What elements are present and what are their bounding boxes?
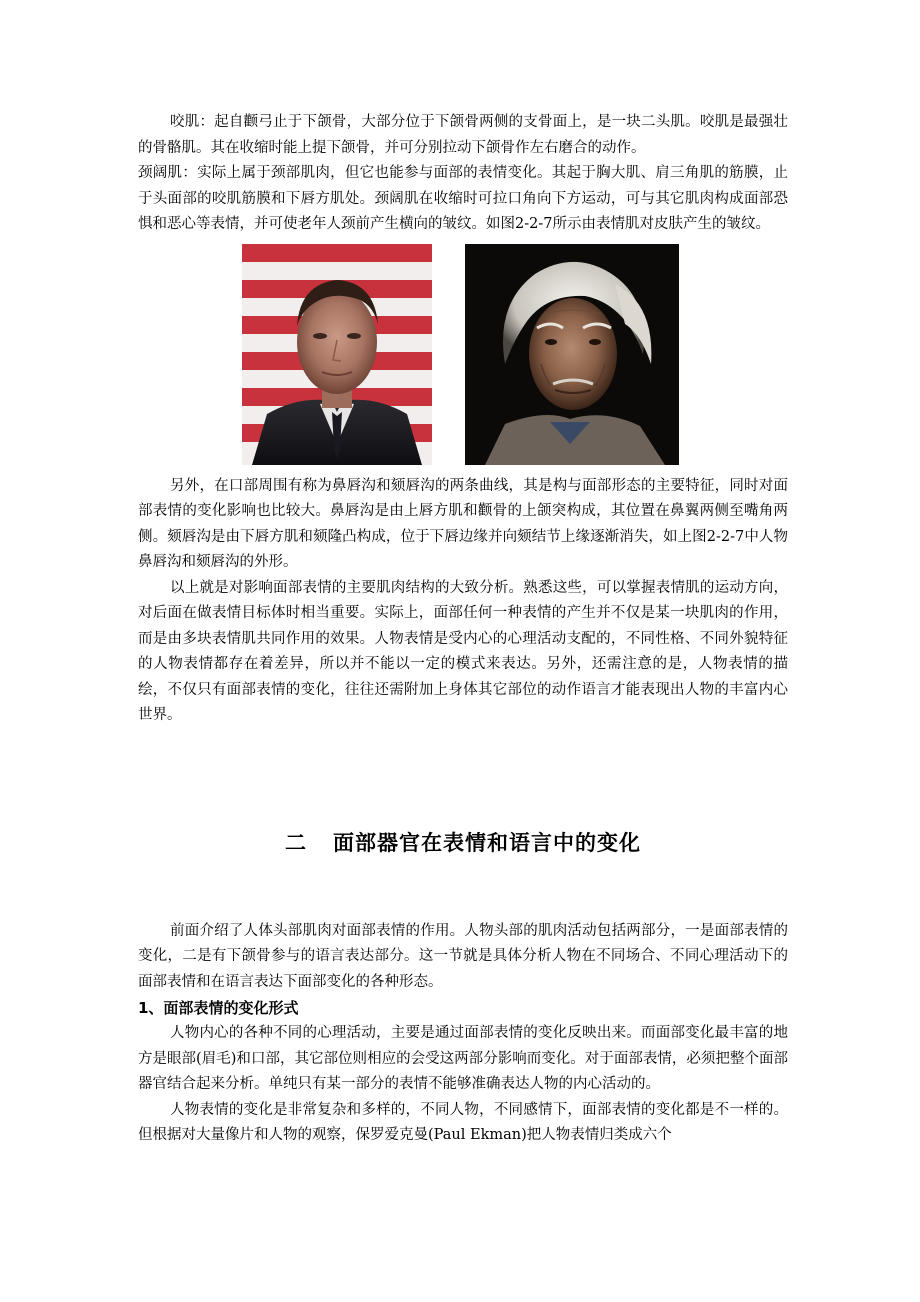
paragraph-ekman: 人物表情的变化是非常复杂和多样的，不同人物，不同感情下，面部表情的变化都是不一样的。但根据对大量像片和人物的观察，保罗爱克曼(Paul Ekman)把人物表情归类成六个 — [138, 1101, 788, 1143]
section-number: 二 — [285, 830, 307, 855]
photo-man-flag-background — [242, 244, 432, 465]
section-title — [138, 827, 788, 857]
paragraph-platysma: 颈阔肌：实际上属于颈部肌肉，但它也能参与面部的表情变化。其起于胸大肌、肩三角肌的筋膜，止于头面部的咬肌筋膜和下唇方肌处。颈阔肌在收缩时可拉口角向下方运动，可与其它肌肉构成面部恐惧和恶心等表情，并可使老年人颈前产生横向的皱纹。如图2-2-7所示由表情肌对皮肤产生的皱纹。 — [138, 165, 788, 232]
section-title-text: 面部器官在表情和语言中的变化 — [333, 830, 641, 855]
paragraph-inner-psychology: 人物内心的各种不同的心理活动，主要是通过面部表情的变化反映出来。而面部变化最丰富的地方是眼部(眉毛)和口部，其它部位则相应的会受这两部分影响而变化。对于面部表情，必须把整个面部器官结合起来分析。单纯只有某一部分的表情不能够准确表达人物的内心活动的。 — [138, 1025, 788, 1092]
photo-elderly-woman-dark-background — [465, 244, 679, 465]
paragraph-summary: 以上就是对影响面部表情的主要肌肉结构的大致分析。熟悉这些，可以掌握表情肌的运动方向，对后面在做表情目标体时相当重要。实际上，面部任何一种表情的产生并不仅是某一块肌肉的作用，而是由多块表情肌共同作用的效果。人物表情是受内心的心理活动支配的，不同性格、不同外貌特征的人物表情都存在着差异，所以并不能以一定的模式来表达。另外，还需注意的是，人物表情的描绘，不仅只有面部表情的变化，往往还需附加上身体其它部位的动作语言才能表现出人物的丰富内心世界。 — [138, 579, 788, 723]
figure-2-2-7 — [138, 244, 788, 466]
document-page — [138, 110, 788, 1149]
paragraph-masseter: 咬肌：起自颧弓止于下颌骨，大部分位于下颌骨两侧的支骨面上，是一块二头肌。咬肌是最强壮的骨骼肌。其在收缩时能上提下颌骨，并可分别拉动下颌骨作左右磨合的动作。 — [138, 114, 788, 156]
subsection-heading: 1、面部表情的变化形式 — [138, 999, 299, 1017]
paragraph-section-intro: 前面介绍了人体头部肌肉对面部表情的作用。人物头部的肌肉活动包括两部分，一是面部表情的变化，二是有下颌骨参与的语言表达部分。这一节就是具体分析人物在不同场合、不同心理活动下的面部表情和在语言表达下面部变化的各种形态。 — [138, 922, 788, 990]
paragraph-lip-grooves: 另外，在口部周围有称为鼻唇沟和颏唇沟的两条曲线，其是构与面部形态的主要特征，同时对面部表情的变化影响也比较大。鼻唇沟是由上唇方肌和颧骨的上颌突构成，其位置在鼻翼两侧至嘴角两侧。颏唇沟是由下唇方肌和颏隆凸构成，位于下唇边缘并向颏结节上缘逐渐消失，如上图2-2-7中人物鼻唇沟和颏唇沟的外形。 — [138, 477, 788, 570]
